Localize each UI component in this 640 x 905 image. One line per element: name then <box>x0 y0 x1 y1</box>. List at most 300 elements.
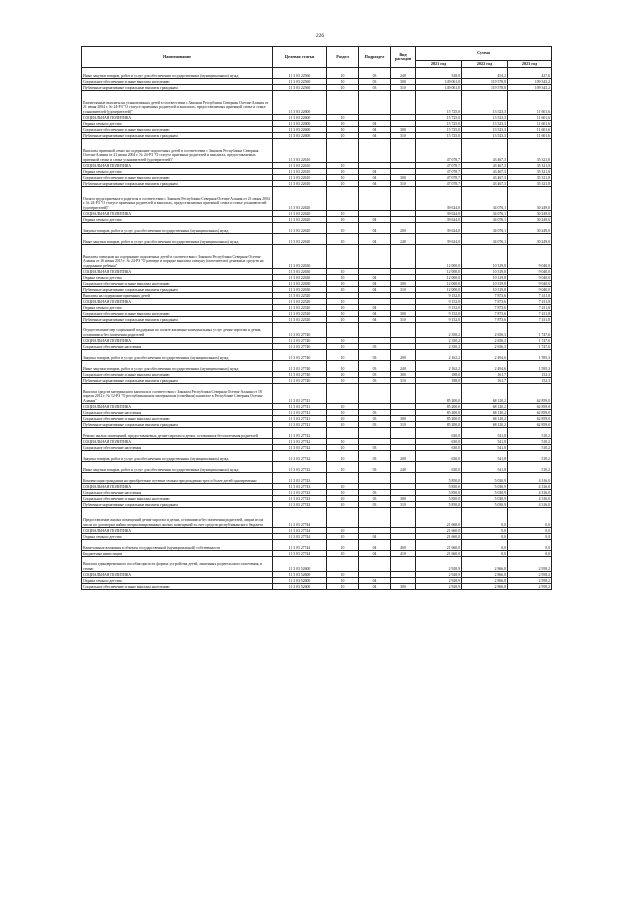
row-2021: 528,0 <box>416 68 462 79</box>
row-section <box>327 187 359 211</box>
row-2023: 4 316,0 <box>508 502 552 508</box>
row-target: 11 3 03 27742 <box>273 445 327 451</box>
row-2021: 149 061,0 <box>416 85 462 91</box>
row-target: 11 3 03 52600 <box>273 557 327 572</box>
row-section: 10 <box>327 551 359 557</box>
row-2022: 34 076,1 <box>462 187 508 211</box>
row-2022: 541,8 <box>462 445 508 451</box>
row-2021: 9 152,0 <box>416 317 462 323</box>
row-section: 10 <box>327 484 359 490</box>
row-kind: 310 <box>391 133 416 139</box>
row-name: Закупка товаров, работ и услуг для обеспечения государственных (муниципальных) нужд <box>82 223 273 234</box>
row-target: 11 3 03 27744 <box>273 540 327 551</box>
row-2023: 11 601,6 <box>508 115 552 121</box>
row-2023: 11 601,6 <box>508 91 552 115</box>
budget-table <box>81 46 552 590</box>
row-name: Публичные нормативные социальные выплаты гражданам <box>82 85 273 91</box>
row-section: 10 <box>327 169 359 175</box>
row-section: 10 <box>327 496 359 502</box>
row-target: 11 3 03 27742 <box>273 439 327 445</box>
row-2023: 4 316,0 <box>508 490 552 496</box>
row-2023: 30 249,0 <box>508 211 552 217</box>
row-target: 11 3 03 27743 <box>273 490 327 496</box>
row-section: 10 <box>327 416 359 422</box>
row-target: 11 3 03 22610 <box>273 139 327 163</box>
row-name: Социальное обеспечение населения <box>82 445 273 451</box>
row-target: 11 3 03 22630 <box>273 245 327 269</box>
row-2022: 34 076,1 <box>462 223 508 234</box>
row-kind: 300 <box>391 281 416 287</box>
row-target: 11 3 03 22600 <box>273 91 327 115</box>
row-name: Иные закупки товаров, работ и услуг для обеспечения государственных (муниципальных) нужд <box>82 234 273 245</box>
header-2021: 2021 год <box>416 61 462 68</box>
row-name: Социальное обеспечение населения <box>82 344 273 350</box>
row-kind: 300 <box>391 496 416 502</box>
row-target: 11 3 03 27740 <box>273 338 327 344</box>
row-2021: 630,0 <box>416 428 462 439</box>
row-2022: 161,7 <box>462 378 508 384</box>
row-name: Публичные нормативные социальные выплаты гражданам <box>82 502 273 508</box>
row-name: Закупка товаров, работ и услуг для обеспечения государственных (муниципальных) нужд <box>82 451 273 462</box>
table-row <box>82 384 552 404</box>
row-2021: 39 624,0 <box>416 217 462 223</box>
row-subsection: 03 <box>359 344 391 350</box>
row-kind: 300 <box>391 175 416 181</box>
row-name: Публичные нормативные социальные выплаты гражданам <box>82 287 273 293</box>
row-2021: 2 162,2 <box>416 350 462 361</box>
row-kind: 240 <box>391 234 416 245</box>
row-name: Социальное обеспечение и иные выплаты населению <box>82 311 273 317</box>
row-section: 10 <box>327 317 359 323</box>
row-2023: 30 249,0 <box>508 223 552 234</box>
row-section: 10 <box>327 534 359 540</box>
row-kind: 310 <box>391 181 416 187</box>
row-section <box>327 139 359 163</box>
row-2022: 0,0 <box>462 528 508 534</box>
row-target: 11 3 03 27742 <box>273 428 327 439</box>
row-section: 10 <box>327 502 359 508</box>
row-2023: 30 249,0 <box>508 234 552 245</box>
row-2021: 12 000,0 <box>416 245 462 269</box>
header-subsection: Подраздел <box>359 47 391 68</box>
row-name: СОЦИАЛЬНАЯ ПОЛИТИКА <box>82 572 273 578</box>
row-subsection: 04 <box>359 287 391 293</box>
row-2022: 43 467,3 <box>462 181 508 187</box>
row-2021: 5 850,0 <box>416 496 462 502</box>
row-2023: 510,2 <box>508 451 552 462</box>
row-target: 11 3 03 22610 <box>273 163 327 169</box>
row-2023: 2 958,2 <box>508 557 552 572</box>
row-section: 10 <box>327 404 359 410</box>
row-section: 10 <box>327 217 359 223</box>
row-target: 11 3 03 27740 <box>273 378 327 384</box>
row-2023: 0,0 <box>508 534 552 540</box>
row-name: Оплата труда приемного родителя в соответствии с Законом Республики Северная Осетия-Алания от 21 июня 2004 г. № 24-РЗ "О статусе приемных родителей и выплатах, предоставляемых приемной семье и семье усыновителей (удочерителей)" <box>82 187 273 211</box>
row-2021: 2 350,2 <box>416 338 462 344</box>
row-target: 11 3 03 22600 <box>273 115 327 121</box>
row-target: 11 3 03 27744 <box>273 528 327 534</box>
row-subsection: 04 <box>359 317 391 323</box>
row-2023: 7 411,8 <box>508 293 552 299</box>
header-sum: Сумма <box>416 47 552 61</box>
row-name: Социальное обеспечение и иные выплаты населению <box>82 416 273 422</box>
row-section: 10 <box>327 85 359 91</box>
row-2023: 4 316,0 <box>508 484 552 490</box>
row-2023: 2 958,2 <box>508 584 552 590</box>
row-name: Выплаты на содержание приемных детей <box>82 293 273 299</box>
row-name: Социальное обеспечение и иные выплаты населению <box>82 175 273 181</box>
row-2021: 21 660,0 <box>416 534 462 540</box>
row-name: Выплаты опекунам на содержание подопечных детей в соответствии с Законом Республики Северная Осетия-Алания от 26 июня 2015 г. № 24-РЗ "О размере и порядке выплаты опекуну (попечителю) денежных средств на содержание ребенка" <box>82 245 273 269</box>
row-subsection: 04 <box>359 121 391 127</box>
row-subsection: 04 <box>359 127 391 133</box>
row-2021: 2 928,9 <box>416 584 462 590</box>
table-row <box>82 245 552 269</box>
row-2023: 7 411,8 <box>508 299 552 305</box>
row-subsection <box>359 91 391 115</box>
row-2021: 15 725,0 <box>416 133 462 139</box>
row-section: 10 <box>327 175 359 181</box>
row-target: 11 3 03 22520 <box>273 317 327 323</box>
row-subsection: 03 <box>359 79 391 85</box>
row-2023: 109 343,2 <box>508 85 552 91</box>
row-2023: 62 859,0 <box>508 416 552 422</box>
row-target: 11 3 03 27740 <box>273 323 327 338</box>
row-name: СОЦИАЛЬНАЯ ПОЛИТИКА <box>82 299 273 305</box>
row-kind <box>391 323 416 338</box>
row-name: Публичные нормативные социальные выплаты гражданам <box>82 181 273 187</box>
row-2022: 2 866,8 <box>462 584 508 590</box>
row-section <box>327 473 359 484</box>
row-2023: 7 411,8 <box>508 311 552 317</box>
row-2022: 5 030,9 <box>462 490 508 496</box>
row-section: 10 <box>327 299 359 305</box>
row-2023: 7 411,8 <box>508 305 552 311</box>
row-name: Ремонт жилых помещений, предоставляемых детям-сиротам и детям, оставшимся без попечения родителей <box>82 428 273 439</box>
row-section: 10 <box>327 578 359 584</box>
row-target: 11 3 03 22620 <box>273 223 327 234</box>
row-2021: 85 200,0 <box>416 410 462 416</box>
row-2021: 9 152,0 <box>416 299 462 305</box>
page-number: 226 <box>315 33 325 39</box>
row-section: 10 <box>327 275 359 281</box>
row-name: Охрана семьи и детства <box>82 534 273 540</box>
row-name: Охрана семьи и детства <box>82 305 273 311</box>
row-section: 10 <box>327 211 359 217</box>
row-2023: 62 859,0 <box>508 384 552 404</box>
row-2021: 15 725,0 <box>416 127 462 133</box>
row-section: 10 <box>327 422 359 428</box>
row-2022: 68 120,2 <box>462 410 508 416</box>
row-2022: 10 319,8 <box>462 269 508 275</box>
row-target: 11 3 03 27741 <box>273 422 327 428</box>
row-target: 11 3 03 27743 <box>273 473 327 484</box>
row-subsection: 04 <box>359 217 391 223</box>
row-kind: 240 <box>391 462 416 473</box>
row-2023: 510,2 <box>508 462 552 473</box>
row-target: 11 3 03 27742 <box>273 451 327 462</box>
row-section <box>327 557 359 572</box>
row-2023: 11 601,6 <box>508 121 552 127</box>
row-2022: 68 120,2 <box>462 416 508 422</box>
table-row <box>82 361 552 372</box>
row-target: 11 3 03 22620 <box>273 211 327 217</box>
row-section <box>327 428 359 439</box>
row-2023: 7 411,8 <box>508 317 552 323</box>
row-2023: 0,0 <box>508 540 552 551</box>
row-kind: 310 <box>391 287 416 293</box>
row-2021: 630,0 <box>416 462 462 473</box>
row-subsection: 04 <box>359 223 391 234</box>
row-2022: 541,8 <box>462 439 508 445</box>
row-2021: 47 078,7 <box>416 163 462 169</box>
row-2022: 7 873,6 <box>462 305 508 311</box>
row-section: 10 <box>327 163 359 169</box>
row-2022: 5 030,9 <box>462 502 508 508</box>
row-subsection: 03 <box>359 350 391 361</box>
row-2022: 34 076,1 <box>462 217 508 223</box>
row-kind: 310 <box>391 378 416 384</box>
table-row <box>82 540 552 551</box>
row-2021: 12 000,0 <box>416 287 462 293</box>
row-subsection: 04 <box>359 181 391 187</box>
row-section: 10 <box>327 223 359 234</box>
row-target: 11 3 03 22610 <box>273 169 327 175</box>
row-2023: 35 321,8 <box>508 139 552 163</box>
row-name: Ежемесячные выплаты на усыновленных детей в соответствии с Законом Республики Северная Осетия-Алания от 21 июня 2004 г. № 24-РЗ "О статусе приемных родителей и выплатах, предоставляемых приемной семье и семье усыновителей (удочерителей)" <box>82 91 273 115</box>
row-2023: 35 321,8 <box>508 163 552 169</box>
row-2023: 30 249,0 <box>508 187 552 211</box>
row-section <box>327 508 359 528</box>
table-row <box>82 508 552 528</box>
row-subsection: 03 <box>359 361 391 372</box>
row-2023: 11 601,6 <box>508 127 552 133</box>
row-2021: 15 725,0 <box>416 121 462 127</box>
row-2021: 2 928,9 <box>416 578 462 584</box>
row-kind <box>391 428 416 439</box>
row-name: Иные закупки товаров, работ и услуг для обеспечения государственных (муниципальных) нужд <box>82 361 273 372</box>
row-2021: 9 152,0 <box>416 311 462 317</box>
row-target: 11 3 03 27740 <box>273 350 327 361</box>
row-target: 11 3 03 27743 <box>273 496 327 502</box>
row-subsection: 04 <box>359 305 391 311</box>
row-2022: 0,0 <box>462 508 508 528</box>
row-section: 10 <box>327 68 359 79</box>
row-2022: 0,0 <box>462 540 508 551</box>
row-2023: 35 321,8 <box>508 169 552 175</box>
header-section: Раздел <box>327 47 359 68</box>
row-name: Охрана семьи и детства <box>82 275 273 281</box>
row-name: СОЦИАЛЬНАЯ ПОЛИТИКА <box>82 115 273 121</box>
row-2022: 43 467,3 <box>462 139 508 163</box>
row-name: Публичные нормативные социальные выплаты гражданам <box>82 378 273 384</box>
row-target: 11 3 03 22610 <box>273 175 327 181</box>
row-name: Публичные нормативные социальные выплаты гражданам <box>82 317 273 323</box>
row-target: 11 3 03 27744 <box>273 508 327 528</box>
row-2023: 4 316,0 <box>508 473 552 484</box>
row-target: 11 3 03 22610 <box>273 181 327 187</box>
row-section: 10 <box>327 378 359 384</box>
row-kind: 310 <box>391 317 416 323</box>
row-name: Социальное обеспечение и иные выплаты населению <box>82 584 273 590</box>
row-2022: 2 866,8 <box>462 578 508 584</box>
row-2023: 9 040,0 <box>508 281 552 287</box>
row-kind <box>391 187 416 211</box>
row-section: 10 <box>327 281 359 287</box>
row-subsection: 04 <box>359 584 391 590</box>
row-name: СОЦИАЛЬНАЯ ПОЛИТИКА <box>82 404 273 410</box>
row-section: 10 <box>327 572 359 578</box>
row-2022: 2 656,3 <box>462 344 508 350</box>
row-2022: 0,0 <box>462 551 508 557</box>
row-2021: 12 000,0 <box>416 269 462 275</box>
row-2023: 1 747,6 <box>508 323 552 338</box>
row-section <box>327 245 359 269</box>
row-subsection: 03 <box>359 416 391 422</box>
row-subsection <box>359 473 391 484</box>
row-kind <box>391 508 416 528</box>
row-section: 10 <box>327 462 359 473</box>
row-target: 11 3 03 22630 <box>273 281 327 287</box>
row-2021: 85 200,0 <box>416 384 462 404</box>
row-target: 11 3 03 27742 <box>273 462 327 473</box>
row-section: 10 <box>327 372 359 378</box>
row-name: СОЦИАЛЬНАЯ ПОЛИТИКА <box>82 528 273 534</box>
row-section: 10 <box>327 344 359 350</box>
row-2021: 85 200,0 <box>416 416 462 422</box>
row-section: 10 <box>327 79 359 85</box>
row-2021: 5 850,0 <box>416 484 462 490</box>
row-subsection: 03 <box>359 410 391 416</box>
row-name: Компенсация гражданам на приобретение путевки семьям при рождении трех и более детей одновременно <box>82 473 273 484</box>
row-2022: 161,7 <box>462 372 508 378</box>
table-body <box>82 68 552 590</box>
row-subsection: 03 <box>359 422 391 428</box>
row-kind <box>391 557 416 572</box>
row-target: 11 3 03 22520 <box>273 293 327 299</box>
row-2022: 541,8 <box>462 451 508 462</box>
row-kind: 310 <box>391 85 416 91</box>
row-2022: 7 873,6 <box>462 293 508 299</box>
row-subsection: 03 <box>359 68 391 79</box>
table-row <box>82 451 552 462</box>
table-row <box>82 223 552 234</box>
row-name: Капитальные вложения в объекты государственной (муниципальной) собственности <box>82 540 273 551</box>
row-target: 11 3 03 27743 <box>273 484 327 490</box>
row-2021: 85 200,0 <box>416 404 462 410</box>
row-2021: 2 928,9 <box>416 557 462 572</box>
row-section: 10 <box>327 490 359 496</box>
table-row <box>82 187 552 211</box>
row-2021: 630,0 <box>416 451 462 462</box>
row-subsection: 04 <box>359 311 391 317</box>
header-target: Целевая статья <box>273 47 327 68</box>
row-2023: 0,0 <box>508 528 552 534</box>
row-2023: 4 316,0 <box>508 496 552 502</box>
row-section: 10 <box>327 115 359 121</box>
row-2023: 62 859,0 <box>508 404 552 410</box>
row-2021: 12 000,0 <box>416 281 462 287</box>
row-2021: 21 660,0 <box>416 508 462 528</box>
row-2021: 2 350,2 <box>416 344 462 350</box>
row-subsection: 03 <box>359 502 391 508</box>
row-2021: 5 850,0 <box>416 473 462 484</box>
row-2021: 15 725,0 <box>416 115 462 121</box>
row-kind <box>391 139 416 163</box>
row-name: Социальное обеспечение и иные выплаты населению <box>82 496 273 502</box>
row-target: 11 3 03 22520 <box>273 311 327 317</box>
row-target: 11 3 03 27741 <box>273 384 327 404</box>
row-name: СОЦИАЛЬНАЯ ПОЛИТИКА <box>82 439 273 445</box>
row-2021: 2 928,9 <box>416 572 462 578</box>
row-name: Социальное обеспечение населения <box>82 490 273 496</box>
row-kind <box>391 245 416 269</box>
row-subsection <box>359 384 391 404</box>
row-2022: 119 578,8 <box>462 85 508 91</box>
row-section: 10 <box>327 234 359 245</box>
row-subsection <box>359 187 391 211</box>
row-subsection <box>359 323 391 338</box>
table-row <box>82 68 552 79</box>
row-target: 11 3 03 22620 <box>273 217 327 223</box>
row-target: 11 3 03 27744 <box>273 551 327 557</box>
row-section: 10 <box>327 269 359 275</box>
row-section: 10 <box>327 528 359 534</box>
row-2021: 47 078,7 <box>416 175 462 181</box>
row-2023: 11 601,6 <box>508 133 552 139</box>
row-section: 10 <box>327 338 359 344</box>
row-2023: 35 321,8 <box>508 181 552 187</box>
row-2021: 47 078,7 <box>416 181 462 187</box>
row-2022: 5 030,9 <box>462 473 508 484</box>
row-kind: 200 <box>391 223 416 234</box>
row-2023: 510,2 <box>508 439 552 445</box>
row-2022: 68 120,2 <box>462 422 508 428</box>
row-2022: 13 523,3 <box>462 127 508 133</box>
table-row <box>82 557 552 572</box>
row-section: 10 <box>327 350 359 361</box>
row-kind: 300 <box>391 311 416 317</box>
row-2021: 39 624,0 <box>416 234 462 245</box>
row-target: 11 3 03 52600 <box>273 572 327 578</box>
table-row <box>82 139 552 163</box>
row-name: Охрана семьи и детства <box>82 217 273 223</box>
row-name: Охрана семьи и детства <box>82 169 273 175</box>
row-2022: 34 076,1 <box>462 234 508 245</box>
row-target: 11 3 03 22620 <box>273 234 327 245</box>
row-name: Социальное обеспечение и иные выплаты населению <box>82 372 273 378</box>
row-name: Иные закупки товаров, работ и услуг для обеспечения государственных (муниципальных) нужд <box>82 462 273 473</box>
row-section: 10 <box>327 127 359 133</box>
row-subsection: 04 <box>359 578 391 584</box>
row-2021: 630,0 <box>416 445 462 451</box>
table-row <box>82 462 552 473</box>
row-kind: 300 <box>391 79 416 85</box>
row-section: 10 <box>327 361 359 372</box>
row-kind <box>391 384 416 404</box>
row-section: 10 <box>327 121 359 127</box>
table-row <box>82 234 552 245</box>
row-2023: 0,0 <box>508 508 552 528</box>
header-kind: Вид расходов <box>391 47 416 68</box>
row-section: 10 <box>327 305 359 311</box>
row-subsection: 03 <box>359 490 391 496</box>
row-target: 11 3 03 22630 <box>273 269 327 275</box>
row-target: 11 3 03 22520 <box>273 305 327 311</box>
row-kind: 310 <box>391 502 416 508</box>
row-subsection: 04 <box>359 534 391 540</box>
row-kind: 400 <box>391 540 416 551</box>
